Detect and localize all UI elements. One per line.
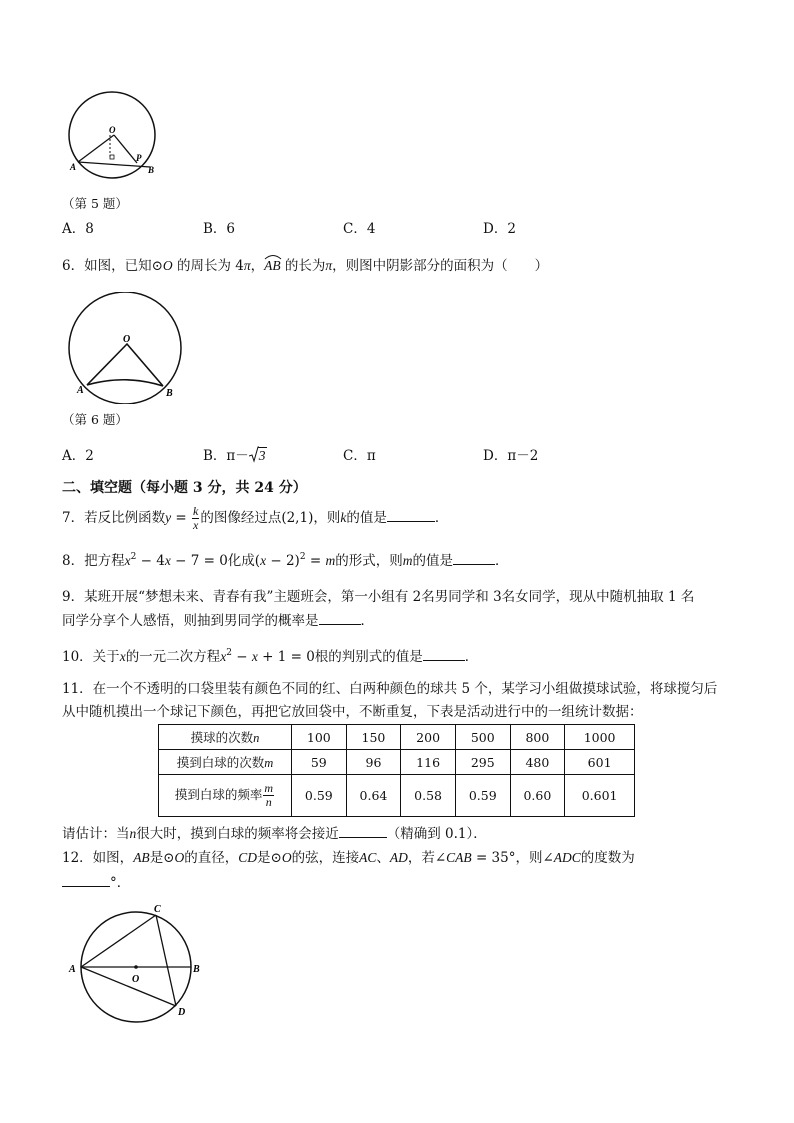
q11-line1: 11．在一个不透明的口袋里装有颜色不同的红、白两种颜色的球共 5 个，某学习小组做摸球试验，将球搅匀后 bbox=[62, 681, 718, 697]
q5-option-b: B．6 bbox=[203, 221, 236, 237]
q8-answer-blank[interactable] bbox=[453, 551, 495, 565]
arc-symbol-icon bbox=[264, 254, 282, 260]
sqrt-icon bbox=[249, 446, 259, 463]
table-cell: 100 bbox=[292, 725, 347, 750]
q12-answer-blank[interactable] bbox=[62, 873, 110, 887]
table-cell: 295 bbox=[455, 750, 510, 775]
q7: 7．若反比例函数y = $\frac{k}{x}$ 的图像经过点(2,1)，则k的值是 ． bbox=[62, 504, 449, 532]
q5-label-b: B bbox=[148, 165, 155, 175]
q6-option-b: B．π－ 3 bbox=[203, 448, 266, 464]
table-cell: 150 bbox=[346, 725, 401, 750]
q5-label-a: A bbox=[70, 162, 77, 172]
q5-label-o: O bbox=[109, 125, 116, 135]
q12-figure bbox=[66, 903, 214, 1027]
table-cell: 800 bbox=[510, 725, 565, 750]
q6-label-b: B bbox=[166, 388, 173, 399]
q9-line1: 9．某班开展“梦想未来、青春有我”主题班会，第一小组有 2名男同学和 3名女同学，现从中随机抽取 1 名 bbox=[62, 589, 695, 605]
q6-option-c: C．π bbox=[343, 448, 376, 464]
table-cell: 1000 bbox=[565, 725, 635, 750]
table-cell: 0.59 bbox=[455, 775, 510, 817]
q11-answer-blank[interactable] bbox=[339, 824, 387, 838]
q5-figure bbox=[62, 90, 166, 180]
table-row-header: 摸球的次数n bbox=[159, 725, 292, 750]
q7-answer-blank[interactable] bbox=[387, 508, 435, 522]
table-cell: 480 bbox=[510, 750, 565, 775]
q5-caption: （第 5 题） bbox=[62, 196, 128, 211]
q12-label-o: O bbox=[132, 974, 140, 985]
table-row bbox=[159, 725, 635, 750]
q6-figure bbox=[62, 292, 188, 404]
q12-label-a: A bbox=[69, 964, 76, 975]
q5-label-p: P bbox=[136, 153, 142, 163]
q5-option-d: D．2 bbox=[483, 221, 516, 237]
q12-label-c: C bbox=[154, 904, 161, 915]
q9-line2: 同学分享个人感悟，则抽到男同学的概率是 ． bbox=[62, 613, 374, 629]
q6-stem: 6．如图，已知⊙O 的周长为 4π， AB 的长为π，则图中阴影部分的面积为（ ） bbox=[62, 257, 548, 275]
table-cell: 0.58 bbox=[401, 775, 456, 817]
q9-answer-blank[interactable] bbox=[319, 611, 361, 625]
table-cell: 0.64 bbox=[346, 775, 401, 817]
q10: 10．关于x的一元二次方程$x^2 - x + 1 = 0$根的判别式的值是 ． bbox=[62, 648, 479, 665]
q12-line2: °． bbox=[62, 873, 130, 892]
q12-label-b: B bbox=[193, 964, 200, 975]
q6-caption: （第 6 题） bbox=[62, 412, 128, 427]
section-title: 二、填空题（每小题 3 分，共 24 分） bbox=[62, 480, 307, 496]
table-cell: 96 bbox=[346, 750, 401, 775]
table-cell: 601 bbox=[565, 750, 635, 775]
q12-line1: 12．如图，AB是⊙O的直径，CD是⊙O的弦，连接AC、AD，若∠CAB = 35°，则∠ADC的度数为 bbox=[62, 850, 635, 866]
table-cell: 0.60 bbox=[510, 775, 565, 817]
statistics-table bbox=[158, 724, 635, 817]
q5-option-c: C．4 bbox=[343, 221, 376, 237]
table-cell: 0.59 bbox=[292, 775, 347, 817]
table-row bbox=[159, 750, 635, 775]
table-cell: 500 bbox=[455, 725, 510, 750]
table-row-header: 摸到白球的频率 $\frac{m}{n}$ bbox=[159, 775, 292, 817]
q6-option-d: D．π－2 bbox=[483, 448, 539, 464]
q10-answer-blank[interactable] bbox=[423, 647, 465, 661]
q8: 8．把方程$x^2 - 4x - 7 = 0$化成$(x - 2)^2 = m$的形式，则m的值是 ． bbox=[62, 552, 509, 569]
table-cell: 0.601 bbox=[565, 775, 635, 817]
q11-line2: 从中随机摸出一个球记下颜色，再把它放回袋中，不断重复，下表是活动进行中的一组统计数据： bbox=[62, 704, 643, 720]
q6-option-a: A．2 bbox=[62, 448, 94, 464]
q6-label-a: A bbox=[77, 385, 84, 396]
table-cell: 116 bbox=[401, 750, 456, 775]
q11-estimate: 请估计：当n很大时，摸到白球的频率将会接近 （精确到 0.1）． bbox=[62, 826, 487, 842]
table-cell: 200 bbox=[401, 725, 456, 750]
q12-label-d: D bbox=[178, 1007, 186, 1018]
table-cell: 59 bbox=[292, 750, 347, 775]
table-row-header: 摸到白球的次数m bbox=[159, 750, 292, 775]
q6-label-o: O bbox=[123, 334, 131, 345]
q5-option-a: A．8 bbox=[62, 221, 94, 237]
table-row bbox=[159, 775, 635, 817]
